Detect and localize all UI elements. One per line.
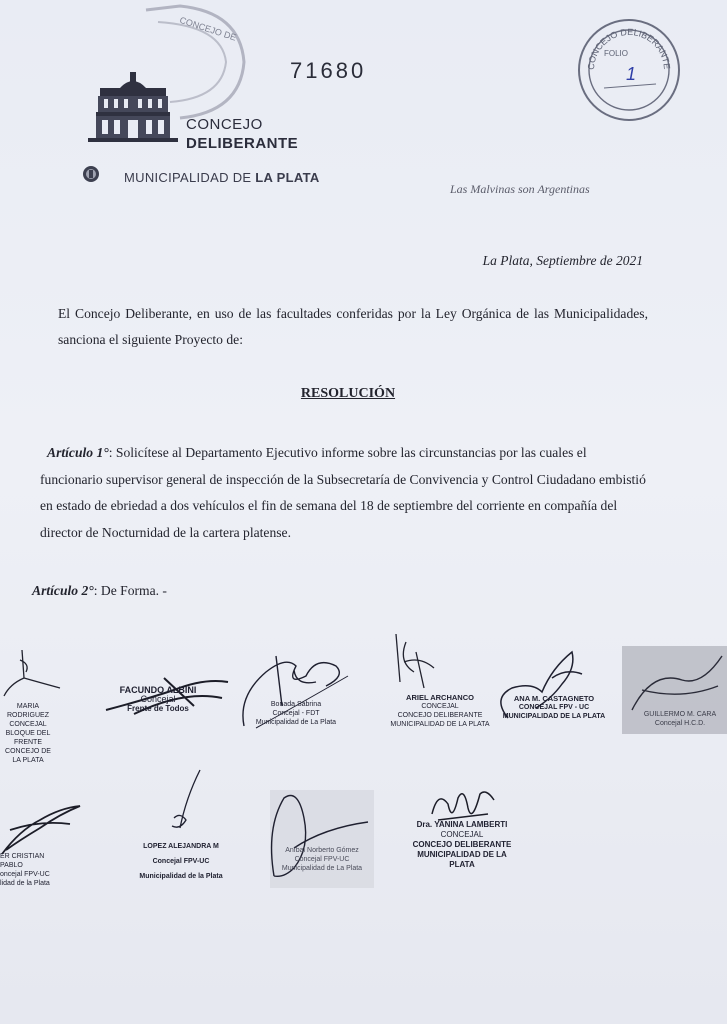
signature-block-6: GUILLERMO M. CARA Concejal H.C.D. [643,711,717,727]
article-2-label: Artículo 2° [32,583,94,598]
folio-stamp [576,18,682,122]
signature-block-8: LOPEZ ALEJANDRA M Concejal FPV-UC Municipalidad de la Plata [139,843,223,880]
org-name-line2: DELIBERANTE [186,135,299,152]
signature-block-2: FACUNDO ALBINI Concejal Frente de Todos [119,685,197,713]
intro-paragraph: El Concejo Deliberante, en uso de las facultades conferidas por la Ley Orgánica de las Municipalidades, sanciona el siguiente Proyecto de: [58,306,648,347]
stamp-top-left-text: CONCEJO DE [178,14,238,43]
signature-block-1: MARIA RODRIGUEZ CONCEJAL BLOQUE DEL FRENTE CONCEJO DE LA PLATA [5,703,51,764]
municipal-seal-icon [82,165,100,183]
concejo-building-logo [84,70,184,148]
signature-block-7: ER CRISTIAN PABLO oncejal FPV-UC lidad de la Plata [0,853,50,887]
signature-scribble-8 [166,768,206,840]
signature-block-9: Aníbal Norberto Gómez Concejal FPV-UC Municipalidad de La Plata [281,847,363,872]
folio-number: 1 [626,64,637,84]
date-line: La Plata, Septiembre de 2021 [482,253,643,268]
article-1-label: Artículo 1° [47,445,109,460]
org-name-line1: CONCEJO [186,116,263,133]
signature-block-3: Bonada Sabrina Concejal - FDT Municipalidad de La Plata [255,701,337,726]
folio-label: FOLIO [604,49,629,58]
municipality-name: MUNICIPALIDAD DE LA PLATA [124,170,320,185]
signature-scribble-1 [0,648,72,708]
serial-number: 71680 [290,58,367,83]
article-1 [40,440,650,546]
signature-block-5: ANA M. CASTAGNETO CONCEJAL FPV - UC MUNICIPALIDAD DE LA PLATA [502,694,606,720]
motto: Las Malvinas son Argentinas [450,182,590,196]
article-2 [32,583,167,599]
document-title: RESOLUCIÓN [300,386,396,401]
article-1-text: : Solicítese al Departamento Ejecutivo informe sobre las circunstancias por las cuales el funcionario supervisor general de inspección de la Subsecretaría de Convivencia y Control Ciudadano embistió en estado de ebriedad a dos vehículos el fin de semana del 18 de septiembre del corriente en compañía del director de Nocturnidad de la cartera platense. [40,445,646,540]
folio-stamp-ring-text: CONCEJO DELIBERANTE [585,26,673,71]
signature-block-10: Dra. YANINA LAMBERTI CONCEJAL CONCEJO DELIBERANTE MUNICIPALIDAD DE LA PLATA [412,820,512,869]
article-2-text: : De Forma. - [93,583,167,598]
signature-block-4: ARIEL ARCHANCO CONCEJAL CONCEJO DELIBERANTE MUNICIPALIDAD DE LA PLATA [390,693,490,728]
signature-scribble-7 [0,800,84,858]
signature-scribble-4 [390,632,440,692]
